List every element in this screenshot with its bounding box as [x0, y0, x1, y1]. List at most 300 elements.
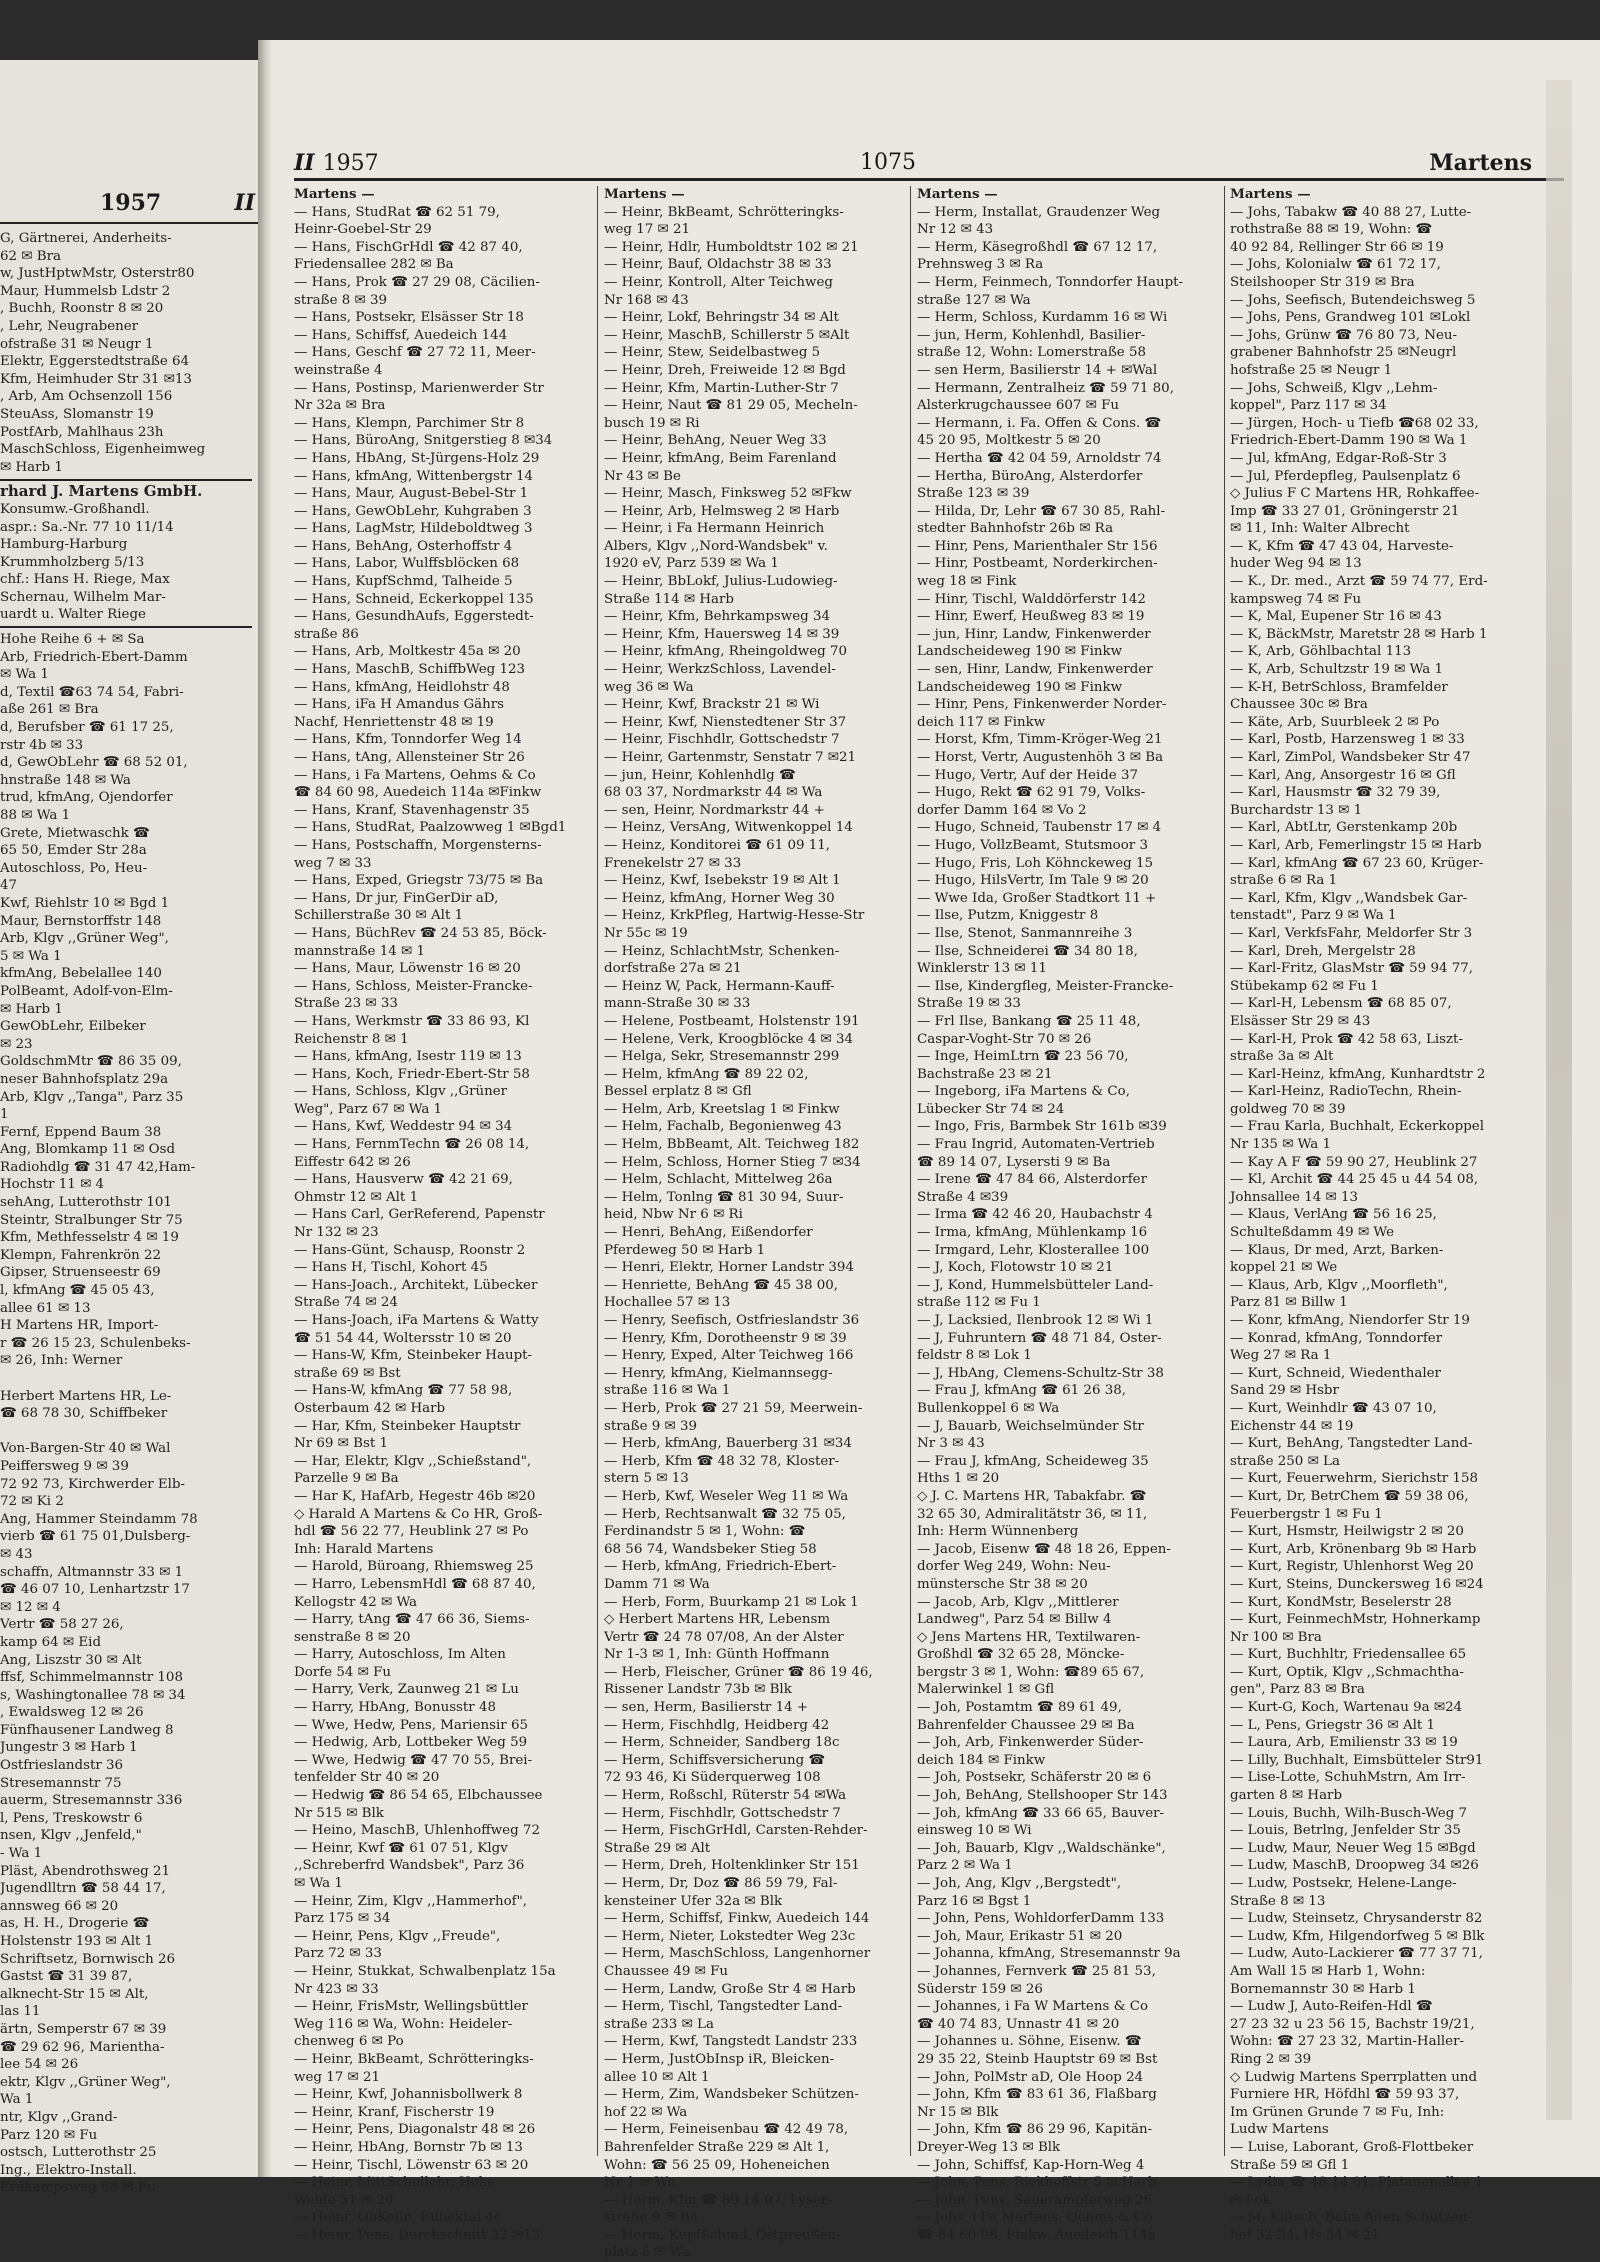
directory-entry: — Heinr, Kwf, Johannisbollwerk 8: [294, 2087, 523, 2103]
directory-entry: — Herm, Landw, Große Str 4 ✉ Harb: [604, 1981, 856, 1997]
directory-entry: — Henriette, BehAng ☎ 45 38 00,: [604, 1277, 839, 1293]
directory-entry: Straße 114 ✉ Harb: [604, 591, 734, 607]
right-page-volume-year: [294, 150, 379, 176]
directory-entry: — Wwe, Hedw, Pens, Mariensir 65: [294, 1717, 528, 1733]
directory-entry: — Kl, Archit ☎ 44 25 45 u 44 54 08,: [1230, 1172, 1479, 1188]
directory-entry: Wohn: ☎ 27 23 32, Martin-Haller-: [1230, 2034, 1464, 2050]
directory-entry: Straße 74 ✉ 24: [294, 1295, 398, 1311]
directory-entry: , Lehr, Neugrabener: [0, 318, 139, 334]
directory-entry: einsweg 10 ✉ Wi: [917, 1823, 1032, 1839]
left-page-year: 1957: [100, 190, 162, 216]
directory-entry: — Hermann, Zentralheiz ☎ 59 71 80,: [917, 380, 1174, 396]
directory-entry: — Hilda, Dr, Lehr ☎ 67 30 85, Rahl-: [917, 503, 1166, 519]
directory-entry: PostfArb, Mahlhaus 23h: [0, 424, 164, 440]
firm-detail-line: uardt u. Walter Riege: [0, 607, 146, 623]
directory-entry: straße 8 ✉ 39: [294, 292, 388, 308]
directory-entry: — Joh, Maur, Erikastr 51 ✉ 20: [917, 1928, 1123, 1944]
directory-entry: — Helm, Arb, Kreetslag 1 ✉ Finkw: [604, 1101, 840, 1117]
directory-entry: — Joh, Ang, Klgv ,,Bergstedt",: [917, 1876, 1122, 1891]
directory-entry: — Kurt-G, Koch, Wartenau 9a ✉24: [1230, 1700, 1463, 1716]
directory-entry: — Ludw, Maur, Neuer Weg 15 ✉Bgd: [1230, 1840, 1476, 1856]
directory-entry: Nr 132 ✉ 23: [294, 1225, 379, 1241]
directory-entry: — Johanna, kfmAng, Stresemannstr 9a: [917, 1946, 1181, 1962]
directory-entry: 68 03 37, Nordmarkstr 44 ✉ Wa: [604, 785, 823, 801]
directory-entry: — M, Kutsch, Beim Alten Schützen-: [1230, 2210, 1472, 2226]
directory-entry: 62 ✉ Bra: [0, 248, 61, 264]
directory-entry: — K, Arb, Schultzstr 19 ✉ Wa 1: [1230, 662, 1444, 678]
directory-entry: Straße 8 ✉ 13: [1230, 1893, 1326, 1909]
directory-entry: 68 56 74, Wandsbeker Stieg 58: [604, 1541, 817, 1557]
directory-entry: hof 32-34, Hs 34 ✉ 21: [1230, 2227, 1380, 2243]
directory-entry: , Arb, Am Ochsenzoll 156: [0, 389, 173, 405]
directory-entry: ofstraße 31 ✉ Neugr 1: [0, 336, 154, 352]
directory-entry: Weg 27 ✉ Ra 1: [1230, 1348, 1332, 1364]
directory-entry: — K, Kfm ☎ 47 43 04, Harveste-: [1230, 538, 1454, 554]
book-spine: [258, 40, 272, 2177]
directory-entry: Holstenstr 193 ✉ Alt 1: [0, 1934, 154, 1949]
directory-entry: — Ludw, Auto-Lackierer ☎ 77 37 71,: [1230, 1946, 1483, 1962]
directory-entry: — Karl, Ang, Ansorgestr 16 ✉ Gfl: [1230, 767, 1456, 783]
directory-entry: — Hans, Schneid, Eckerkoppel 135: [294, 591, 534, 607]
directory-entry: Dorfe 54 ✉ Fu: [294, 1664, 392, 1680]
directory-entry: allee 10 ✉ Alt 1: [604, 2069, 710, 2085]
directory-entry: Kfm, Heimhuder Str 31 ✉13: [0, 371, 192, 387]
page-number: 1075: [860, 150, 916, 175]
directory-entry: — Herm, Fischhdlg, Heidberg 42: [604, 1717, 830, 1733]
directory-entry: Landscheideweg 190 ✉ Finkw: [917, 644, 1123, 660]
directory-entry: Landscheideweg 190 ✉ Finkw: [917, 679, 1123, 695]
continuation-heading: Martens —: [917, 186, 998, 202]
directory-entry: ✉ Lok: [1230, 2192, 1271, 2208]
firm-detail-line: Schernau, Wilhelm Mar-: [0, 589, 166, 605]
directory-entry: busch 19 ✉ Ri: [604, 415, 700, 431]
directory-entry: — Heinr, Hdlr, Humboldtstr 102 ✉ 21: [604, 239, 859, 255]
directory-entry: , Buchh, Roonstr 8 ✉ 20: [0, 301, 164, 317]
directory-entry: — John, Schiffsf, Kap-Horn-Weg 4: [917, 2157, 1145, 2173]
directory-entry: kampsweg 74 ✉ Fu: [1230, 591, 1362, 607]
directory-entry: — Heinr, BkBeamt, Schrötteringks-: [604, 204, 844, 220]
directory-entry: — Hans, Prok ☎ 27 29 08, Cäcilien-: [294, 274, 540, 290]
directory-entry: rstr 4b ✉ 33: [0, 737, 84, 753]
directory-entry: — Hans, MaschB, SchiffbWeg 123: [294, 662, 526, 678]
directory-entry: — Karl, kfmAng ☎ 67 23 60, Krüger-: [1230, 855, 1484, 871]
directory-entry: [0, 1423, 252, 1441]
directory-entry: — Jürgen, Hoch- u Tiefb ☎68 02 33,: [1230, 415, 1479, 431]
directory-entry: — Karl-H, Prok ☎ 42 58 63, Liszt-: [1230, 1031, 1463, 1047]
directory-entry: — Heinr, Arb, Helmsweg 2 ✉ Harb: [604, 503, 840, 519]
directory-entry: — Herm, Kwf, Tangstedt Landstr 233: [604, 2034, 858, 2050]
directory-entry: — Harry, Autoschloss, Im Alten: [294, 1647, 506, 1663]
directory-entry: las 11: [0, 2004, 41, 2020]
directory-entry: Nr 515 ✉ Blk: [294, 1805, 384, 1821]
directory-entry: Johnsallee 14 ✉ 13: [1230, 1189, 1359, 1205]
directory-entry: dorfer Damm 164 ✉ Vo 2: [917, 802, 1087, 818]
directory-entry: — Herb, Form, Buurkamp 21 ✉ Lok 1: [604, 1594, 859, 1610]
directory-entry: - Wa 1: [0, 1846, 43, 1862]
directory-entry: Elektr, Eggerstedtstraße 64: [0, 354, 190, 370]
directory-entry: — Harry, Verk, Zaunweg 21 ✉ Lu: [294, 1682, 519, 1698]
directory-entry: — Jacob, Arb, Klgv ,,Mittlerer: [917, 1594, 1119, 1610]
directory-entry: — K-H, BetrSchloss, Bramfelder: [1230, 679, 1448, 695]
directory-entry: — Helene, Verk, Kroogblöcke 4 ✉ 34: [604, 1031, 854, 1047]
directory-entry: ✉ 12 ✉ 4: [0, 1599, 61, 1615]
directory-entry: Frenekelstr 27 ✉ 33: [604, 855, 742, 871]
directory-entry: — John, Pens, Sauerampferweg 26: [917, 2192, 1153, 2208]
directory-entry: ◇ Harald A Martens & Co HR, Groß-: [294, 1506, 543, 1522]
directory-entry: — Ilse, Putzm, Kniggestr 8: [917, 908, 1099, 924]
directory-entry: straße 9 ✉ Ba: [604, 2210, 698, 2226]
directory-entry: — Hans, kfmAng, Isestr 119 ✉ 13: [294, 1049, 522, 1065]
directory-entry: — Lise-Lotte, SchuhMstrn, Am Irr-: [1230, 1770, 1466, 1786]
directory-entry: — Henry, kfmAng, Kielmannsegg-: [604, 1365, 833, 1381]
directory-entry: ✉ 43: [0, 1546, 33, 1562]
directory-entry: MaschSchloss, Eigenheimweg: [0, 442, 206, 458]
directory-entry: — Harry, HbAng, Bonusstr 48: [294, 1700, 497, 1716]
directory-entry: — Heinr, FrisMstr, Wellingsbüttler: [294, 1999, 528, 2015]
directory-entry: — Herm, Installat, Graudenzer Weg: [917, 204, 1161, 220]
directory-entry: — Herb, kfmAng, Bauerberg 31 ✉34: [604, 1436, 852, 1452]
directory-entry: Parz 175 ✉ 34: [294, 1911, 391, 1927]
directory-entry: Gipser, Struenseestr 69: [0, 1265, 161, 1281]
directory-entry: ✉ Harb 1: [0, 1001, 63, 1017]
directory-entry: — Hans, Kfm, Tonndorfer Weg 14: [294, 732, 522, 748]
directory-entry: 40 92 84, Rellinger Str 66 ✉ 19: [1230, 239, 1444, 255]
directory-entry: Ing., Elektro-Install.: [0, 2162, 137, 2178]
directory-entry: — Heinr, WerkzSchloss, Lavendel-: [604, 662, 836, 678]
directory-entry: — Kurt, Hsmstr, Heilwigstr 2 ✉ 20: [1230, 1524, 1464, 1540]
directory-entry: 1: [0, 1107, 9, 1123]
directory-entry: — Hans, Koch, Friedr-Ebert-Str 58: [294, 1066, 530, 1082]
directory-entry: — Hans, kfmAng, Wittenbergstr 14: [294, 468, 534, 484]
directory-entry: — Johs, Tabakw ☎ 40 88 27, Lutte-: [1230, 204, 1472, 220]
directory-entry: — Hans, FischGrHdl ☎ 42 87 40,: [294, 239, 523, 255]
directory-entry: straße 116 ✉ Wa 1: [604, 1383, 731, 1399]
directory-entry: — Herm, Schloss, Kurdamm 16 ✉ Wi: [917, 310, 1168, 326]
directory-entry: Arb, Klgv ,,Grüner Weg",: [0, 931, 169, 947]
directory-entry: — Heinz, Konditorei ☎ 61 09 11,: [604, 837, 831, 853]
directory-entry: Elsässer Str 29 ✉ 43: [1230, 1013, 1371, 1029]
directory-entry: — Hans, Klempn, Parchimer Str 8: [294, 415, 525, 431]
directory-entry: ☎ 46 07 10, Lenhartzstr 17: [0, 1582, 190, 1598]
directory-entry: 72 ✉ Ki 2: [0, 1494, 64, 1510]
directory-entry: — Hugo, Fris, Loh Köhnckeweg 15: [917, 855, 1154, 871]
directory-entry: — Herb, Rechtsanwalt ☎ 32 75 05,: [604, 1506, 846, 1522]
directory-entry: ektr, Klgv ,,Grüner Weg",: [0, 2074, 171, 2090]
directory-entry: — Hans, KupfSchmd, Talheide 5: [294, 574, 513, 590]
directory-entry: — Hinr, Ewerf, Heußweg 83 ✉ 19: [917, 609, 1145, 625]
directory-entry: 47: [0, 878, 18, 894]
directory-entry: lee 54 ✉ 26: [0, 2057, 79, 2073]
directory-entry: — Heinr, Kfm, Hauersweg 14 ✉ 39: [604, 626, 840, 642]
directory-entry: — Heinr, Fischhdlr, Gottschedstr 7: [604, 732, 840, 748]
directory-entry: Chaussee 30c ✉ Bra: [1230, 697, 1368, 713]
directory-entry: ☎ 29 62 96, Marientha-: [0, 2039, 165, 2055]
directory-entry: — Karl, ZimPol, Wandsbeker Str 47: [1230, 750, 1471, 765]
column-3: [917, 186, 1215, 2244]
directory-entry: ☎ 84 60 98, Auedeich 114a ✉Finkw: [294, 785, 542, 801]
directory-entry: Großhdl ☎ 32 65 28, Möncke-: [917, 1647, 1125, 1663]
directory-entry: Grete, Mietwaschk ☎: [0, 825, 150, 841]
directory-entry: — Klaus, Arb, Klgv ,,Moorfleth",: [1230, 1277, 1448, 1293]
directory-entry: Fünfhausener Landweg 8: [0, 1722, 174, 1738]
directory-entry: — J, HbAng, Clemens-Schultz-Str 38: [917, 1365, 1164, 1381]
directory-entry: — Hans H, Tischl, Kohort 45: [294, 1260, 488, 1276]
directory-entry: — John, PolMstr aD, Ole Hoop 24: [917, 2069, 1144, 2085]
directory-entry: — Helm, Tonlng ☎ 81 30 94, Suur-: [604, 1189, 844, 1205]
directory-entry: Im Grünen Grunde 7 ✉ Fu, Inh:: [1230, 2104, 1445, 2120]
directory-entry: — J, Lacksied, Ilenbrook 12 ✉ Wi 1: [917, 1313, 1154, 1328]
directory-entry: Gastst ☎ 31 39 87,: [0, 1969, 133, 1985]
directory-entry: — Hans-W, kfmAng ☎ 77 58 98,: [294, 1383, 513, 1399]
directory-entry: — Frl Ilse, Bankang ☎ 25 11 48,: [917, 1013, 1141, 1029]
directory-entry: straße 6 ✉ Ra 1: [1230, 873, 1338, 889]
directory-entry: — Horst, Vertr, Augustenhöh 3 ✉ Ba: [917, 750, 1164, 765]
directory-entry: straße 112 ✉ Fu 1: [917, 1295, 1041, 1311]
directory-entry: 32 65 30, Admiralitätstr 36, ✉ 11,: [917, 1506, 1148, 1522]
directory-entry: — Hans, Maur, Löwenstr 16 ✉ 20: [294, 961, 521, 977]
directory-entry: Malerwinkel 1 ✉ Gfl: [917, 1682, 1055, 1698]
directory-entry: — Hans, Schloss, Meister-Francke-: [294, 978, 533, 994]
directory-entry: — J, Fuhruntern ☎ 48 71 84, Oster-: [917, 1330, 1162, 1346]
right-page: [272, 40, 1600, 2261]
directory-entry: — Hans, Kwf, Weddestr 94 ✉ 34: [294, 1119, 513, 1135]
directory-entry: Ring 2 ✉ 39: [1230, 2051, 1312, 2067]
directory-entry: — K, BäckMstr, Maretstr 28 ✉ Harb 1: [1230, 626, 1488, 642]
directory-entry: — Frau J, kfmAng ☎ 61 26 38,: [917, 1383, 1127, 1399]
directory-entry: Steintr, Stralbunger Str 75: [0, 1212, 183, 1228]
directory-entry: ✉ Wa 1: [294, 1876, 343, 1891]
directory-entry: — Heinz, KrkPfleg, Hartwig-Hesse-Str: [604, 908, 865, 924]
directory-entry: weg 7 ✉ 33: [294, 855, 372, 871]
directory-entry: 29 35 22, Steinb Hauptstr 69 ✉ Bst: [917, 2051, 1158, 2067]
directory-entry: — Hans, StudRat, Paalzowweg 1 ✉Bgd1: [294, 820, 567, 836]
page-edge-strip: [1546, 80, 1572, 2120]
firm-name: rhard J. Martens GmbH.: [0, 482, 203, 501]
directory-entry: — Frau J, kfmAng, Scheideweg 35: [917, 1453, 1149, 1469]
directory-entry: Ferdinandstr 5 ✉ 1, Wohn: ☎: [604, 1524, 806, 1540]
directory-entry: — Hans, Schiffsf, Auedeich 144: [294, 327, 508, 343]
directory-entry: ✉ Harb 1: [0, 459, 63, 475]
directory-entry: — Heinr, Kfm, Behrkampsweg 34: [604, 609, 831, 625]
directory-entry: — Hugo, VollzBeamt, Stutsmoor 3: [917, 837, 1148, 853]
directory-entry: Bullenkoppel 6 ✉ Wa: [917, 1400, 1060, 1416]
directory-entry: — Herm, KupfSchmd, Ostpreußen-: [604, 2227, 841, 2243]
directory-entry: — John, Pens, WohldorferDamm 133: [917, 1911, 1165, 1927]
directory-entry: — Heinz, Kwf, Isebekstr 19 ✉ Alt 1: [604, 873, 841, 889]
directory-entry: — Herm, FischGrHdl, Carsten-Rehder-: [604, 1823, 868, 1839]
directory-entry: 65 50, Emder Str 28a: [0, 843, 147, 859]
directory-entry: — Konrad, kfmAng, Tonndorfer: [1230, 1330, 1443, 1346]
column-4: [1230, 186, 1528, 2244]
directory-entry: platz 5 ✉ Wa: [604, 2245, 691, 2261]
directory-entry: straße 86: [294, 626, 359, 642]
column-divider: [910, 186, 911, 2156]
directory-entry: ☎ 84 60 98, Finkw, Auedeich 114a: [917, 2227, 1156, 2243]
directory-entry: — Heinr, kfmAng, Rheingoldweg 70: [604, 644, 848, 660]
directory-entry: Ang, Hammer Steindamm 78: [0, 1511, 198, 1527]
right-page-year: 1957: [322, 151, 379, 176]
directory-entry: GewObLehr, Eilbeker: [0, 1019, 146, 1035]
directory-entry: — Karl, Postb, Harzensweg 1 ✉ 33: [1230, 732, 1465, 748]
directory-entry: kensteiner Ufer 32a ✉ Blk: [604, 1893, 783, 1909]
directory-entry: — Jacob, Eisenw ☎ 48 18 26, Eppen-: [917, 1541, 1171, 1557]
directory-entry: — Kurt, BehAng, Tangstedter Land-: [1230, 1436, 1473, 1452]
directory-entry: d, GewObLehr ☎ 68 52 01,: [0, 755, 188, 771]
directory-entry: Friedrich-Ebert-Damm 190 ✉ Wa 1: [1230, 433, 1468, 449]
directory-entry: — Kurt, Feuerwehrm, Sierichstr 158: [1230, 1471, 1478, 1487]
directory-entry: — Har K, HafArb, Hegestr 46b ✉20: [294, 1488, 536, 1504]
directory-entry: Parz 72 ✉ 33: [294, 1946, 382, 1962]
directory-entry: — K, Arb, Göhlbachtal 113: [1230, 644, 1412, 660]
directory-entry: — Henri, Elektr, Horner Landstr 394: [604, 1260, 854, 1276]
directory-entry: — Hedwig, Arb, Lottbeker Weg 59: [294, 1735, 528, 1751]
directory-entry: — Hermann, i. Fa. Offen & Cons. ☎: [917, 415, 1162, 431]
directory-entry: — Johs, Grünw ☎ 76 80 73, Neu-: [1230, 327, 1458, 343]
directory-entry: ,,Schreberfrd Wandsbek", Parz 36: [294, 1858, 525, 1874]
directory-entry: hofstraße 25 ✉ Neugr 1: [1230, 362, 1393, 378]
directory-entry: Fernf, Eppend Baum 38: [0, 1124, 162, 1140]
directory-entry: nsen, Klgv ,,Jenfeld,": [0, 1828, 142, 1844]
directory-entry: straße 9 ✉ 39: [604, 1418, 698, 1434]
directory-entry: — Heinr, kfmAng, Beim Farenland: [604, 450, 837, 466]
directory-entry: — Har, Elektr, Klgv ,,Schießstand",: [294, 1453, 532, 1469]
directory-entry: — Hans, Labor, Wulffsblöcken 68: [294, 556, 520, 572]
directory-entry: — Herb, Fleischer, Grüner ☎ 86 19 46,: [604, 1664, 873, 1680]
directory-entry: — Hans, LagMstr, Hildeboldtweg 3: [294, 521, 533, 537]
directory-entry: — Ilse, Schneiderei ☎ 34 80 18,: [917, 943, 1138, 959]
right-page-header: [272, 150, 1572, 190]
directory-entry: — K, Mal, Eupener Str 16 ✉ 43: [1230, 609, 1442, 625]
directory-entry: straße 127 ✉ Wa: [917, 292, 1031, 308]
directory-entry: — jun, Herm, Kohlenhdl, Basilier-: [917, 327, 1146, 343]
directory-entry: — Heinr, ObKelln, Eilbektal 4c: [294, 2210, 502, 2226]
directory-entry: Osterbaum 42 ✉ Harb: [294, 1400, 446, 1416]
directory-entry: Arb, Friedrich-Ebert-Damm: [0, 649, 188, 665]
directory-entry: — Hans, BüroAng, Snitgerstieg 8 ✉34: [294, 433, 553, 449]
directory-entry: Straße 123 ✉ 39: [917, 486, 1030, 502]
directory-entry: — Ingeborg, iFa Martens & Co,: [917, 1084, 1130, 1100]
directory-entry: sehAng, Lutterothstr 101: [0, 1195, 172, 1211]
directory-entry: — Ludw, Steinsetz, Chrysanderstr 82: [1230, 1911, 1483, 1927]
directory-entry: — Karl-Fritz, GlasMstr ☎ 59 94 77,: [1230, 961, 1474, 977]
directory-entry: — Horst, Kfm, Timm-Kröger-Weg 21: [917, 732, 1163, 748]
directory-entry: — Hans-Günt, Schausp, Roonstr 2: [294, 1242, 526, 1258]
directory-entry: Feuerbergstr 1 ✉ Fu 1: [1230, 1506, 1383, 1522]
directory-entry: — Frau Karla, Buchhalt, Eckerkoppel: [1230, 1119, 1484, 1135]
directory-entry: ✉ Wa 1: [0, 667, 49, 683]
directory-entry: — Heinz, VersAng, Witwenkoppel 14: [604, 820, 853, 836]
column-divider: [1224, 186, 1225, 2156]
directory-entry: — Heinr, Dreh, Freiweide 12 ✉ Bgd: [604, 362, 846, 378]
directory-entry: — Hugo, HilsVertr, Im Tale 9 ✉ 20: [917, 873, 1149, 889]
directory-entry: l, Pens, Treskowstr 6: [0, 1810, 143, 1826]
directory-entry: — Heinz W, Pack, Hermann-Kauff-: [604, 978, 835, 994]
directory-entry: — Heinr, Kwf, Nienstedtener Str 37: [604, 714, 847, 730]
directory-entry: — Herm, Feinmech, Tonndorfer Haupt-: [917, 274, 1184, 290]
directory-entry: Hochstr 11 ✉ 4: [0, 1177, 105, 1193]
directory-entry: Sand 29 ✉ Hsbr: [1230, 1383, 1339, 1399]
directory-entry: — Heinr, MittSchullehr, Hohe: [294, 2175, 496, 2191]
directory-entry: Parz 120 ✉ Fu: [0, 2127, 98, 2143]
directory-entry: — sen, Heinr, Nordmarkstr 44 +: [604, 802, 825, 818]
directory-entry: — Hinr, Pens, Finkenwerder Norder-: [917, 697, 1167, 713]
directory-entry: — John, Pens, Riekhoffstr 5 ✉ Harb: [917, 2175, 1157, 2191]
directory-entry: ◇ Julius F C Martens HR, Rohkaffee-: [1230, 486, 1480, 502]
directory-entry: — Wwe Ida, Großer Stadtkort 11 +: [917, 890, 1157, 906]
directory-entry: — Heinr, Kwf, Brackstr 21 ✉ Wi: [604, 697, 820, 713]
directory-entry: — Hinr, Tischl, Walddörferstr 142: [917, 591, 1146, 607]
directory-entry: — Hans, i Fa Martens, Oehms & Co: [294, 767, 536, 783]
directory-entry: ostsch, Lutterothstr 25: [0, 2145, 157, 2161]
directory-entry: — Hans, FernmTechn ☎ 26 08 14,: [294, 1137, 530, 1153]
directory-entry: — Hugo, Rekt ☎ 62 91 79, Volks-: [917, 785, 1146, 801]
directory-entry: — Hans, Geschf ☎ 27 72 11, Meer-: [294, 345, 536, 361]
directory-entry: — Konr, kfmAng, Niendorfer Str 19: [1230, 1313, 1470, 1328]
directory-entry: w, JustHptwMstr, Osterstr80: [0, 266, 195, 282]
directory-entry: l, kfmAng ☎ 45 05 43,: [0, 1283, 155, 1299]
continuation-heading: Martens —: [294, 186, 375, 202]
directory-entry: — Johannes, Fernverk ☎ 25 81 53,: [917, 1963, 1156, 1979]
directory-entry: — Louis, Betrlng, Jenfelder Str 35: [1230, 1823, 1461, 1839]
directory-entry: Schillerstraße 30 ✉ Alt 1: [294, 908, 464, 924]
directory-entry: Am Wall 15 ✉ Harb 1, Wohn:: [1230, 1963, 1426, 1979]
directory-entry: tenfelder Str 40 ✉ 20: [294, 1770, 440, 1786]
directory-entry: Winklerstr 13 ✉ 11: [917, 961, 1047, 977]
directory-entry: ✉ 26, Inh: Werner: [0, 1353, 123, 1369]
directory-entry: Landweg", Parz 54 ✉ Billw 4: [917, 1612, 1112, 1628]
directory-entry: — Helm, Fachalb, Begonienweg 43: [604, 1119, 842, 1135]
directory-entry: as, H. H., Drogerie ☎: [0, 1916, 150, 1932]
directory-entry: Furniere HR, Höfdhl ☎ 59 93 37,: [1230, 2087, 1460, 2103]
directory-entry: Parz 16 ✉ Bgst 1: [917, 1893, 1032, 1909]
directory-entry: — Johannes, i Fa W Martens & Co: [917, 1999, 1149, 2015]
directory-entry: Prehnsweg 3 ✉ Ra: [917, 257, 1044, 273]
directory-entry: — Heinz, SchlachtMstr, Schenken-: [604, 943, 840, 959]
directory-entry: — Heinr, Pens, Durchschnitt 32 ✉13: [294, 2227, 541, 2243]
directory-entry: — Herm, Nieter, Lokstedter Weg 23c: [604, 1928, 856, 1944]
directory-entry: — Heinr, Stew, Seidelbastweg 5: [604, 345, 821, 361]
directory-entry: Burchardstr 13 ✉ 1: [1230, 802, 1363, 818]
directory-entry: [0, 1370, 252, 1388]
directory-entry: — Irma ☎ 42 46 20, Haubachstr 4: [917, 1207, 1153, 1223]
directory-entry: ☎ 40 74 83, Unnastr 41 ✉ 20: [917, 2016, 1120, 2032]
directory-entry: — Heinr, BehAng, Neuer Weg 33: [604, 433, 827, 449]
directory-entry: — Louis, Buchh, Wilh-Busch-Weg 7: [1230, 1805, 1468, 1821]
directory-entry: — Herb, kfmAng, Friedrich-Ebert-: [604, 1559, 837, 1575]
directory-entry: G, Gärtnerei, Anderheits-: [0, 231, 172, 246]
directory-entry: — Heinr, Zim, Klgv ,,Hammerhof",: [294, 1893, 528, 1909]
directory-entry: Imp ☎ 33 27 01, Gröningerstr 21: [1230, 503, 1460, 519]
directory-entry: — Helm, kfmAng ☎ 89 22 02,: [604, 1066, 809, 1082]
directory-entry: Autoschloss, Po, Heu-: [0, 860, 148, 876]
firm-detail-line: aspr.: Sa.-Nr. 77 10 11/14: [0, 519, 174, 535]
directory-entry: — J, Bauarb, Weichselmünder Str: [917, 1418, 1144, 1434]
directory-entry: — jun, Heinr, Kohlenhdlg ☎: [604, 767, 796, 783]
directory-entry: — Heinr, Tischl, Löwenstr 63 ✉ 20: [294, 2157, 529, 2173]
directory-entry: — Ilse, Stenot, Sanmannreihe 3: [917, 925, 1133, 941]
directory-entry: PolBeamt, Adolf-von-Elm-: [0, 983, 173, 999]
directory-entry: — Herm, Schiffsf, Finkw, Auedeich 144: [604, 1911, 870, 1927]
directory-entry: grabener Bahnhofstr 25 ✉Neugrl: [1230, 345, 1457, 361]
directory-entry: 5 ✉ Wa 1: [0, 948, 62, 964]
left-page-column: [0, 230, 252, 2197]
directory-entry: — Herm, Zim, Wandsbeker Schützen-: [604, 2087, 859, 2103]
directory-entry: auerm, Stresemannstr 336: [0, 1793, 183, 1809]
directory-entry: Vertr ☎ 24 78 07/08, An der Alster: [604, 1629, 844, 1645]
directory-entry: Stübekamp 62 ✉ Fu 1: [1230, 978, 1379, 994]
directory-entry: — Joh, BehAng, Stellshooper Str 143: [917, 1788, 1168, 1804]
directory-entry: — Kurt, Registr, Uhlenhorst Weg 20: [1230, 1559, 1474, 1575]
